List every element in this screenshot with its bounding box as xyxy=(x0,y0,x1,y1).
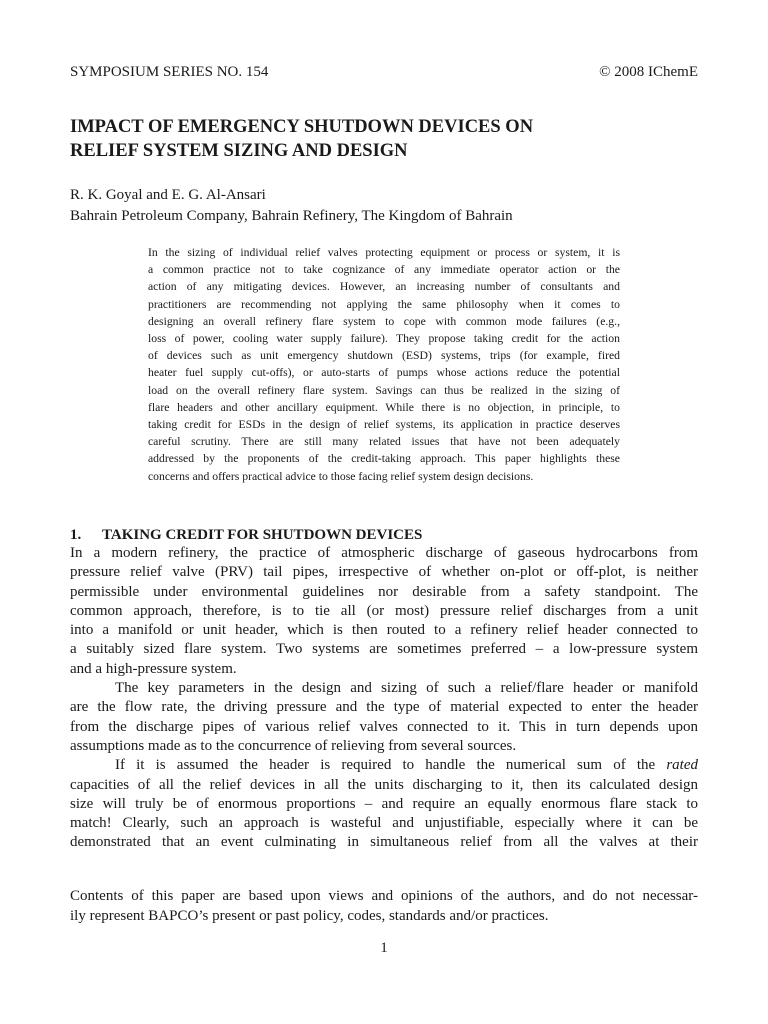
running-header xyxy=(70,64,698,84)
section-number: 1. xyxy=(70,527,82,543)
footnote-line: ily represent BAPCO’s present or past policy, codes, standards and/or practices. xyxy=(70,908,549,924)
abstract-line: designing an overall refinery flare system to cope with common mode failures (e.g., xyxy=(148,314,620,328)
abstract xyxy=(148,244,620,485)
abstract-line: In the sizing of individual relief valves protecting equipment or process or system, it is xyxy=(148,246,620,259)
body-line: and a high-pressure system. xyxy=(70,660,237,677)
section-body xyxy=(70,544,698,853)
author-affiliation: Bahrain Petroleum Company, Bahrain Refinery, The Kingdom of Bahrain xyxy=(70,208,513,224)
series-label: SYMPOSIUM SERIES NO. 154 xyxy=(70,64,269,80)
body-line: into a manifold or unit header, which is then routed to a refinery relief header connected to xyxy=(70,622,698,639)
abstract-line: careful scrutiny. There are still many related issues that have not been adequately xyxy=(148,435,620,449)
abstract-line: of devices such as unit emergency shutdown (ESD) systems, trips (for example, fired xyxy=(148,349,620,363)
abstract-line: addressed by the proponents of the credit-taking approach. This paper highlights these xyxy=(148,452,620,466)
abstract-line: a common practice not to take cognizance of any immediate operator action or the xyxy=(148,263,620,277)
abstract-line: loss of power, cooling water supply failure). They propose taking credit for the action xyxy=(148,332,620,346)
page-number: 1 xyxy=(380,940,388,956)
abstract-line: taking credit for ESDs in the design of relief systems, its application in practice deserves xyxy=(148,418,620,432)
body-line xyxy=(70,756,698,775)
footnote-line: Contents of this paper are based upon views and opinions of the authors, and do not necessar- xyxy=(70,888,698,904)
body-line: are the flow rate, the driving pressure and the type of material expected to enter the header xyxy=(70,699,698,716)
paper-title xyxy=(70,115,690,163)
emphasis-word: rated xyxy=(666,757,699,774)
body-line: common approach, therefore, is to tie all (or most) pressure relief discharges from a unit xyxy=(70,602,698,619)
author-block xyxy=(70,185,513,227)
body-line: a suitably sized flare system. Two systems are sometimes preferred – a low-pressure system xyxy=(70,641,698,658)
body-line-text: If it is assumed the header is required to handle the numerical sum of the xyxy=(115,757,656,774)
body-line: permissible under environmental guidelines nor desirable from a safety standpoint. The xyxy=(70,583,698,600)
body-line: assumptions made as to the concurrence of relieving from several sources. xyxy=(70,737,517,754)
copyright-label: © 2008 IChemE xyxy=(599,64,698,80)
body-line: size will truly be of enormous proportions – and require an equally enormous flare stack to xyxy=(70,795,698,812)
abstract-line: flare headers and other ancillary equipment. While there is no objection, in principle, to xyxy=(148,400,620,414)
abstract-line: practitioners are recommending not applying the same philosophy when it comes to xyxy=(148,297,620,311)
abstract-line: concerns and offers practical advice to those facing relief system design decisions. xyxy=(148,469,534,483)
title-line: IMPACT OF EMERGENCY SHUTDOWN DEVICES ON xyxy=(70,117,534,137)
title-line: RELIEF SYSTEM SIZING AND DESIGN xyxy=(70,141,408,161)
body-line: pressure relief valve (PRV) tail pipes, irrespective of whether on-plot or off-plot, is neither xyxy=(70,564,698,581)
footnote xyxy=(70,886,698,926)
abstract-line: action of any mitigating devices. However, an increasing number of consultants and xyxy=(148,280,620,294)
body-line: capacities of all the relief devices in all the units discharging to it, then its calculated design xyxy=(70,776,698,793)
body-line: demonstrated that an event culminating in simultaneous relief from all the valves at their xyxy=(70,834,698,851)
body-line: match! Clearly, such an approach is wasteful and unjustifiable, especially where it can be xyxy=(70,815,698,832)
author-names: R. K. Goyal and E. G. Al-Ansari xyxy=(70,187,266,203)
section-heading xyxy=(70,527,422,544)
body-line: from the discharge pipes of various relief valves connected to it. This in turn depends upon xyxy=(70,718,698,735)
abstract-line: load on the overall refinery flare system. Savings can thus be realized in the sizing of xyxy=(148,383,620,397)
abstract-line: heater fuel supply cut-offs), or auto-starts of pumps whose actions reduce the potential xyxy=(148,366,620,380)
body-line: The key parameters in the design and sizing of such a relief/flare header or manifold xyxy=(115,680,698,697)
section-title: TAKING CREDIT FOR SHUTDOWN DEVICES xyxy=(102,527,423,543)
body-line: In a modern refinery, the practice of atmospheric discharge of gaseous hydrocarbons from xyxy=(70,545,698,561)
